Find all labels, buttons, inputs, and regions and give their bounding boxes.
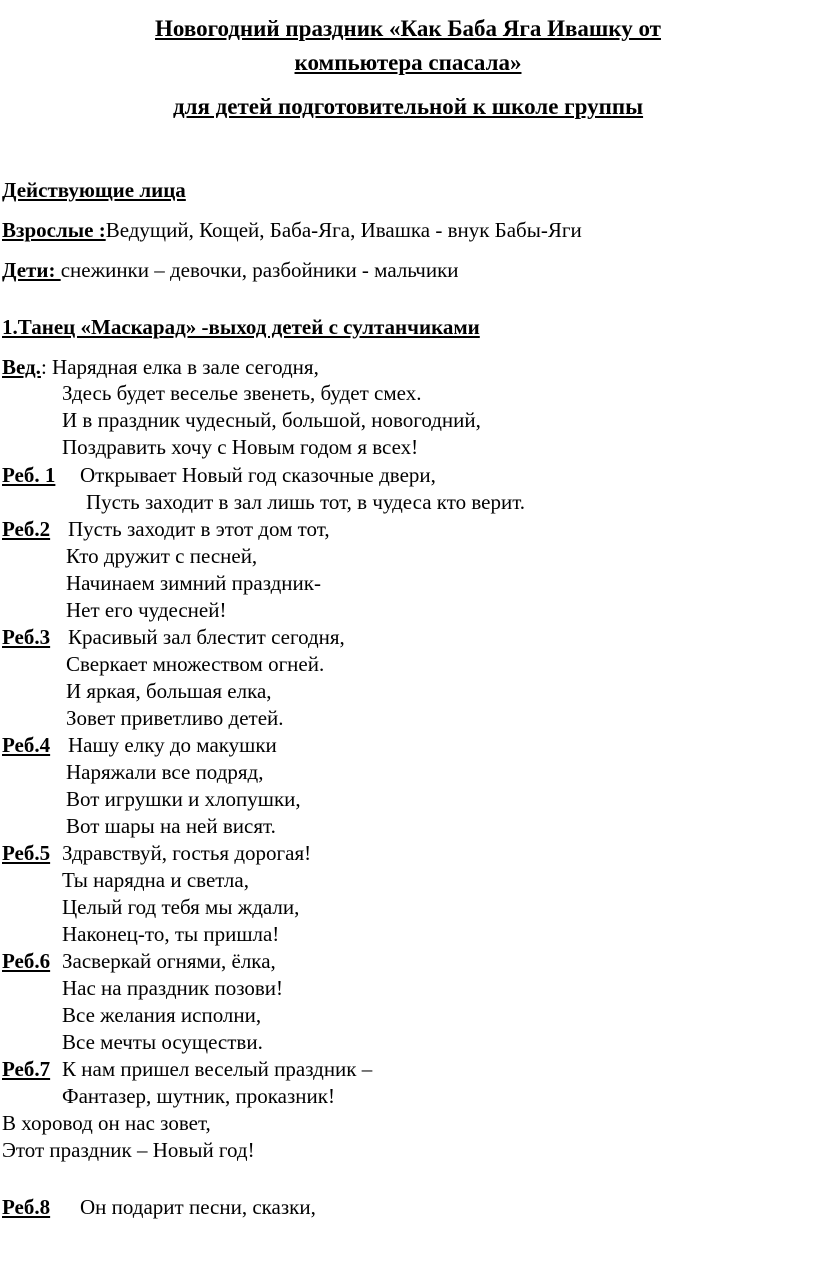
verse-reb7-line-2: Фантазер, шутник, проказник!	[62, 1084, 335, 1108]
document-title-line-3: для детей подготовительной к школе группы	[172, 94, 644, 119]
verse-reb7-line-3: В хоровод он нас зовет,	[2, 1111, 211, 1135]
section-heading-1: 1.Танец «Маскарад» -выход детей с султанчиками	[2, 315, 480, 339]
cast-children-label: Дети:	[2, 258, 61, 282]
verse-reb8-line-1: Он подарит песни, сказки,	[80, 1195, 316, 1219]
verse-text: Нарядная елка в зале сегодня,	[52, 355, 319, 379]
verse-reb4-line-3: Вот игрушки и хлопушки,	[66, 787, 301, 811]
speaker-label-reb6: Реб.6	[2, 949, 51, 973]
speaker-label-reb7: Реб.7	[2, 1057, 51, 1081]
speaker-label-reb8: Реб.8	[2, 1195, 51, 1219]
cast-heading: Действующие лица	[2, 178, 186, 202]
document-title-line-2: компьютера спасала»	[294, 50, 522, 75]
verse-reb3-line-3: И яркая, большая елка,	[66, 679, 272, 703]
speaker-label-reb5: Реб.5	[2, 841, 51, 865]
verse-reb2-line-4: Нет его чудесней!	[66, 598, 227, 622]
verse-reb5-line-2: Ты нарядна и светла,	[62, 868, 249, 892]
verse-reb6-line-3: Все желания исполни,	[62, 1003, 262, 1027]
verse-reb7-line-4: Этот праздник – Новый год!	[2, 1138, 255, 1162]
speaker-label-colon: :	[40, 355, 47, 379]
speaker-label-reb1: Реб. 1	[2, 463, 56, 487]
cast-adults-label: Взрослые :	[2, 218, 106, 242]
speaker-label-ved: Вед.	[2, 355, 41, 379]
verse-reb6-line-4: Все мечты осуществи.	[62, 1030, 263, 1054]
verse-ved-line-1	[2, 354, 319, 380]
verse-reb3-line-4: Зовет приветливо детей.	[66, 706, 284, 730]
verse-reb4-line-2: Наряжали все подряд,	[66, 760, 264, 784]
verse-reb2-line-3: Начинаем зимний праздник-	[66, 571, 321, 595]
speaker-label-reb4: Реб.4	[2, 733, 51, 757]
verse-reb6-line-2: Нас на праздник позови!	[62, 976, 284, 1000]
verse-ved-line-2: Здесь будет веселье звенеть, будет смех.	[62, 381, 422, 405]
verse-reb2-line-2: Кто дружит с песней,	[66, 544, 258, 568]
verse-reb1-line-2: Пусть заходит в зал лишь тот, в чудеса кто верит.	[86, 490, 526, 514]
cast-adults-text: Ведущий, Кощей, Баба-Яга, Ивашка - внук Бабы-Яги	[105, 218, 582, 242]
speaker-label-reb2: Реб.2	[2, 517, 51, 541]
verse-reb3-line-1: Красивый зал блестит сегодня,	[68, 625, 345, 649]
verse-reb7-line-1: К нам пришел веселый праздник –	[62, 1057, 373, 1081]
verse-reb4-line-4: Вот шары на ней висят.	[66, 814, 276, 838]
verse-reb6-line-1: Засверкай огнями, ёлка,	[62, 949, 276, 973]
verse-ved-line-3: И в праздник чудесный, большой, новогодний,	[62, 408, 481, 432]
verse-reb3-line-2: Сверкает множеством огней.	[66, 652, 325, 676]
verse-reb2-line-1: Пусть заходит в этот дом тот,	[68, 517, 330, 541]
verse-reb5-line-4: Наконец-то, ты пришла!	[62, 922, 280, 946]
verse-reb1-line-1: Открывает Новый год сказочные двери,	[80, 463, 436, 487]
cast-adults	[2, 217, 582, 243]
verse-reb5-line-3: Целый год тебя мы ждали,	[62, 895, 300, 919]
verse-reb4-line-1: Нашу елку до макушки	[68, 733, 277, 757]
cast-children-text: снежинки – девочки, разбойники - мальчики	[60, 258, 459, 282]
verse-reb5-line-1: Здравствуй, гостья дорогая!	[62, 841, 312, 865]
speaker-label-reb3: Реб.3	[2, 625, 51, 649]
verse-ved-line-4: Поздравить хочу с Новым годом я всех!	[62, 435, 419, 459]
cast-children	[2, 257, 459, 283]
document-title-line-1: Новогодний праздник «Как Баба Яга Ивашку от	[155, 16, 661, 41]
